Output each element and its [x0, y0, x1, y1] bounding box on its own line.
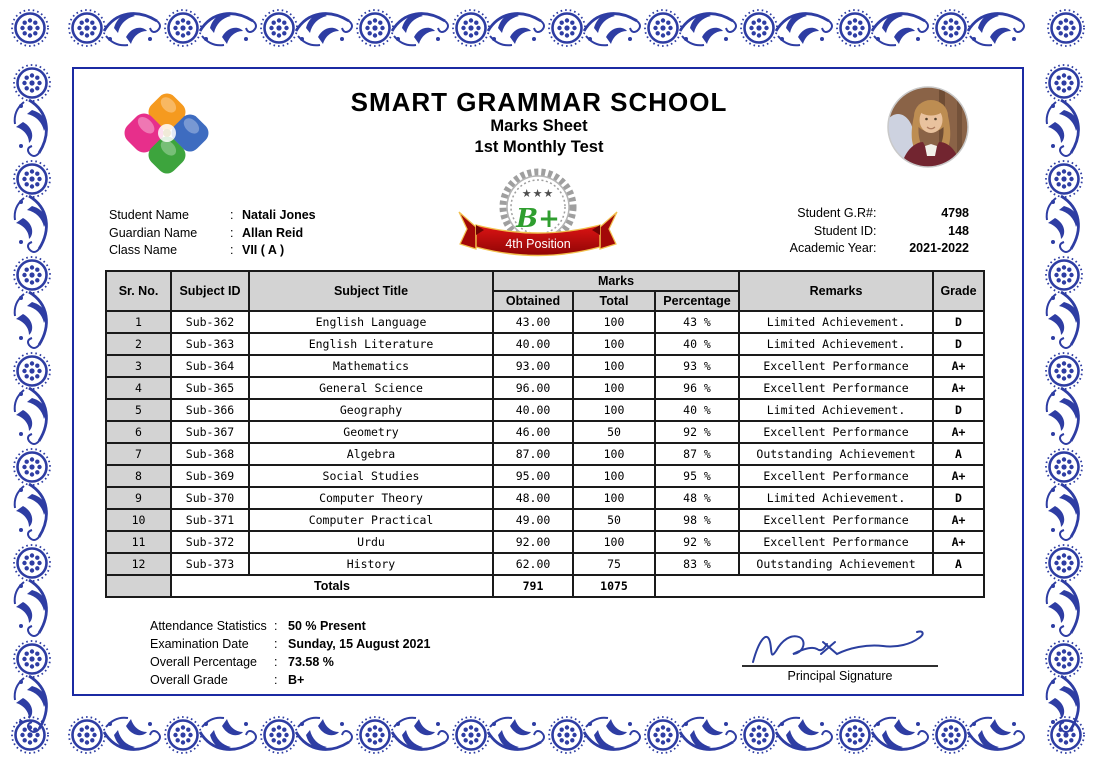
info-value: VII ( A )	[242, 243, 285, 257]
cell-percentage: 83 %	[655, 553, 739, 575]
cell-remarks: Excellent Performance	[739, 465, 933, 487]
cell-total: 100	[573, 355, 655, 377]
totals-empty-cell	[655, 575, 984, 597]
cell-subject-title: Computer Theory	[249, 487, 493, 509]
summary-label: Overall Grade	[150, 673, 228, 687]
info-value: Allan Reid	[242, 225, 304, 240]
cell-subject-title: Computer Practical	[249, 509, 493, 531]
cell-subject-title: Mathematics	[249, 355, 493, 377]
cell-sr: 4	[106, 377, 171, 399]
cell-remarks: Excellent Performance	[739, 377, 933, 399]
totals-row	[106, 575, 984, 597]
test-title: 1st Monthly Test	[474, 137, 604, 156]
info-separator: :	[873, 241, 877, 255]
cell-subject-title: English Language	[249, 311, 493, 333]
student-info-left	[109, 208, 316, 258]
cell-obtained: 62.00	[493, 553, 573, 575]
cell-obtained: 48.00	[493, 487, 573, 509]
cell-obtained: 93.00	[493, 355, 573, 377]
info-value: 4798	[941, 206, 969, 220]
cell-percentage: 48 %	[655, 487, 739, 509]
table-row	[106, 487, 984, 509]
info-label: Guardian Name	[109, 225, 198, 240]
cell-total: 100	[573, 333, 655, 355]
cell-total: 100	[573, 443, 655, 465]
cell-percentage: 92 %	[655, 531, 739, 553]
summary-value: Sunday, 15 August 2021	[288, 637, 431, 651]
marks-table-header	[106, 271, 984, 311]
table-row	[106, 355, 984, 377]
cell-total: 50	[573, 421, 655, 443]
summary-separator: :	[274, 673, 278, 687]
cell-sr: 10	[106, 509, 171, 531]
cell-sr: 1	[106, 311, 171, 333]
cell-sr: 6	[106, 421, 171, 443]
col-header-grade: Grade	[933, 271, 984, 311]
summary-separator: :	[274, 637, 278, 651]
cell-subject-id: Sub-366	[171, 399, 249, 421]
col-header-sr: Sr. No.	[106, 271, 171, 311]
table-row	[106, 465, 984, 487]
summary-label: Examination Date	[150, 637, 249, 651]
table-row	[106, 377, 984, 399]
summary-separator: :	[274, 619, 278, 633]
cell-total: 100	[573, 311, 655, 333]
cell-grade: A+	[933, 355, 984, 377]
cell-subject-id: Sub-368	[171, 443, 249, 465]
totals-obtained: 791	[493, 575, 573, 597]
cell-remarks: Excellent Performance	[739, 421, 933, 443]
info-separator: :	[230, 225, 234, 240]
marks-table	[105, 270, 985, 598]
marks-table-body	[106, 311, 984, 597]
summary-label: Attendance Statistics	[150, 619, 267, 633]
signature-label: Principal Signature	[787, 669, 893, 683]
cell-remarks: Outstanding Achievement	[739, 443, 933, 465]
cell-percentage: 40 %	[655, 333, 739, 355]
info-separator: :	[873, 206, 877, 220]
col-header-marks: Marks	[493, 271, 739, 291]
cell-percentage: 95 %	[655, 465, 739, 487]
cell-percentage: 93 %	[655, 355, 739, 377]
cell-remarks: Excellent Performance	[739, 531, 933, 553]
document-title: Marks Sheet	[490, 117, 588, 136]
cell-subject-id: Sub-364	[171, 355, 249, 377]
col-header-percentage: Percentage	[655, 291, 739, 311]
info-label: Student Name	[109, 208, 189, 222]
cell-subject-id: Sub-365	[171, 377, 249, 399]
cell-grade: D	[933, 311, 984, 333]
cell-subject-id: Sub-371	[171, 509, 249, 531]
cell-subject-id: Sub-367	[171, 421, 249, 443]
cell-grade: D	[933, 399, 984, 421]
cell-subject-title: Algebra	[249, 443, 493, 465]
cell-percentage: 40 %	[655, 399, 739, 421]
medal-stars: ★★★	[521, 187, 555, 200]
cell-obtained: 46.00	[493, 421, 573, 443]
summary-value: B+	[288, 673, 305, 687]
col-header-subject-id: Subject ID	[171, 271, 249, 311]
inner-frame	[72, 67, 1024, 696]
cell-grade: A+	[933, 531, 984, 553]
ribbon-position-label: 4th Position	[505, 237, 571, 251]
cell-remarks: Outstanding Achievement	[739, 553, 933, 575]
cell-subject-id: Sub-362	[171, 311, 249, 333]
info-separator: :	[230, 208, 234, 222]
student-info-right	[788, 206, 969, 256]
cell-subject-title: History	[249, 553, 493, 575]
medal-grade: B+	[516, 204, 560, 234]
cell-percentage: 43 %	[655, 311, 739, 333]
col-header-remarks: Remarks	[739, 271, 933, 311]
cell-grade: A	[933, 443, 984, 465]
cell-sr: 12	[106, 553, 171, 575]
info-separator: :	[873, 223, 877, 238]
cell-obtained: 87.00	[493, 443, 573, 465]
cell-obtained: 40.00	[493, 399, 573, 421]
cell-subject-title: Geometry	[249, 421, 493, 443]
table-row	[106, 399, 984, 421]
cell-subject-id: Sub-370	[171, 487, 249, 509]
table-row	[106, 509, 984, 531]
summary-block	[150, 617, 430, 689]
col-header-total: Total	[573, 291, 655, 311]
cell-total: 100	[573, 465, 655, 487]
cell-sr: 5	[106, 399, 171, 421]
school-name: SMART GRAMMAR SCHOOL	[350, 87, 728, 117]
cell-sr: 2	[106, 333, 171, 355]
cell-sr: 7	[106, 443, 171, 465]
cell-percentage: 98 %	[655, 509, 739, 531]
cell-remarks: Limited Achievement.	[739, 487, 933, 509]
cell-grade: A+	[933, 465, 984, 487]
table-row	[106, 531, 984, 553]
student-photo	[887, 86, 969, 168]
cell-grade: D	[933, 487, 984, 509]
cell-percentage: 92 %	[655, 421, 739, 443]
cell-total: 50	[573, 509, 655, 531]
cell-sr: 8	[106, 465, 171, 487]
summary-label: Overall Percentage	[150, 655, 258, 669]
signature-block	[742, 620, 938, 683]
info-label: Student ID	[813, 223, 873, 238]
cell-total: 100	[573, 399, 655, 421]
info-value: Natali Jones	[242, 208, 316, 222]
col-header-obtained: Obtained	[493, 291, 573, 311]
table-row	[106, 553, 984, 575]
cell-obtained: 40.00	[493, 333, 573, 355]
cell-subject-id: Sub-372	[171, 531, 249, 553]
cell-remarks: Excellent Performance	[739, 509, 933, 531]
cell-subject-title: Urdu	[249, 531, 493, 553]
info-value: 2021-2022	[909, 241, 969, 255]
cell-remarks: Limited Achievement.	[739, 399, 933, 421]
cell-percentage: 96 %	[655, 377, 739, 399]
cell-obtained: 92.00	[493, 531, 573, 553]
cell-remarks: Excellent Performance	[739, 355, 933, 377]
summary-separator: :	[274, 655, 278, 669]
cell-total: 100	[573, 487, 655, 509]
cell-sr: 3	[106, 355, 171, 377]
cell-subject-title: Geography	[249, 399, 493, 421]
info-separator: :	[230, 243, 234, 257]
cell-obtained: 96.00	[493, 377, 573, 399]
cell-obtained: 43.00	[493, 311, 573, 333]
title-block	[74, 89, 1004, 158]
cell-total: 100	[573, 377, 655, 399]
totals-total: 1075	[573, 575, 655, 597]
summary-value: 73.58 %	[288, 655, 334, 669]
cell-subject-id: Sub-363	[171, 333, 249, 355]
info-label: Academic Year	[789, 241, 873, 255]
cell-percentage: 87 %	[655, 443, 739, 465]
cell-subject-title: Social Studies	[249, 465, 493, 487]
totals-sr-cell	[106, 575, 171, 597]
cell-obtained: 49.00	[493, 509, 573, 531]
cell-grade: A	[933, 553, 984, 575]
signature-scribble	[745, 620, 935, 666]
table-row	[106, 443, 984, 465]
table-row	[106, 421, 984, 443]
totals-label: Totals	[171, 575, 493, 597]
cell-subject-id: Sub-373	[171, 553, 249, 575]
cell-subject-id: Sub-369	[171, 465, 249, 487]
cell-subject-title: General Science	[249, 377, 493, 399]
cell-remarks: Limited Achievement.	[739, 311, 933, 333]
cell-sr: 11	[106, 531, 171, 553]
grade-badge	[458, 167, 618, 267]
cell-total: 75	[573, 553, 655, 575]
cell-grade: A+	[933, 421, 984, 443]
summary-value: 50 % Present	[288, 619, 366, 633]
info-label: Student G.R#	[797, 206, 873, 220]
info-label: Class Name	[109, 243, 178, 257]
info-value: 148	[948, 223, 969, 238]
cell-remarks: Limited Achievement.	[739, 333, 933, 355]
cell-grade: D	[933, 333, 984, 355]
cell-subject-title: English Literature	[249, 333, 493, 355]
cell-grade: A+	[933, 509, 984, 531]
cell-grade: A+	[933, 377, 984, 399]
table-row	[106, 311, 984, 333]
table-row	[106, 333, 984, 355]
col-header-subject-title: Subject Title	[249, 271, 493, 311]
cell-total: 100	[573, 531, 655, 553]
cell-obtained: 95.00	[493, 465, 573, 487]
cell-sr: 9	[106, 487, 171, 509]
